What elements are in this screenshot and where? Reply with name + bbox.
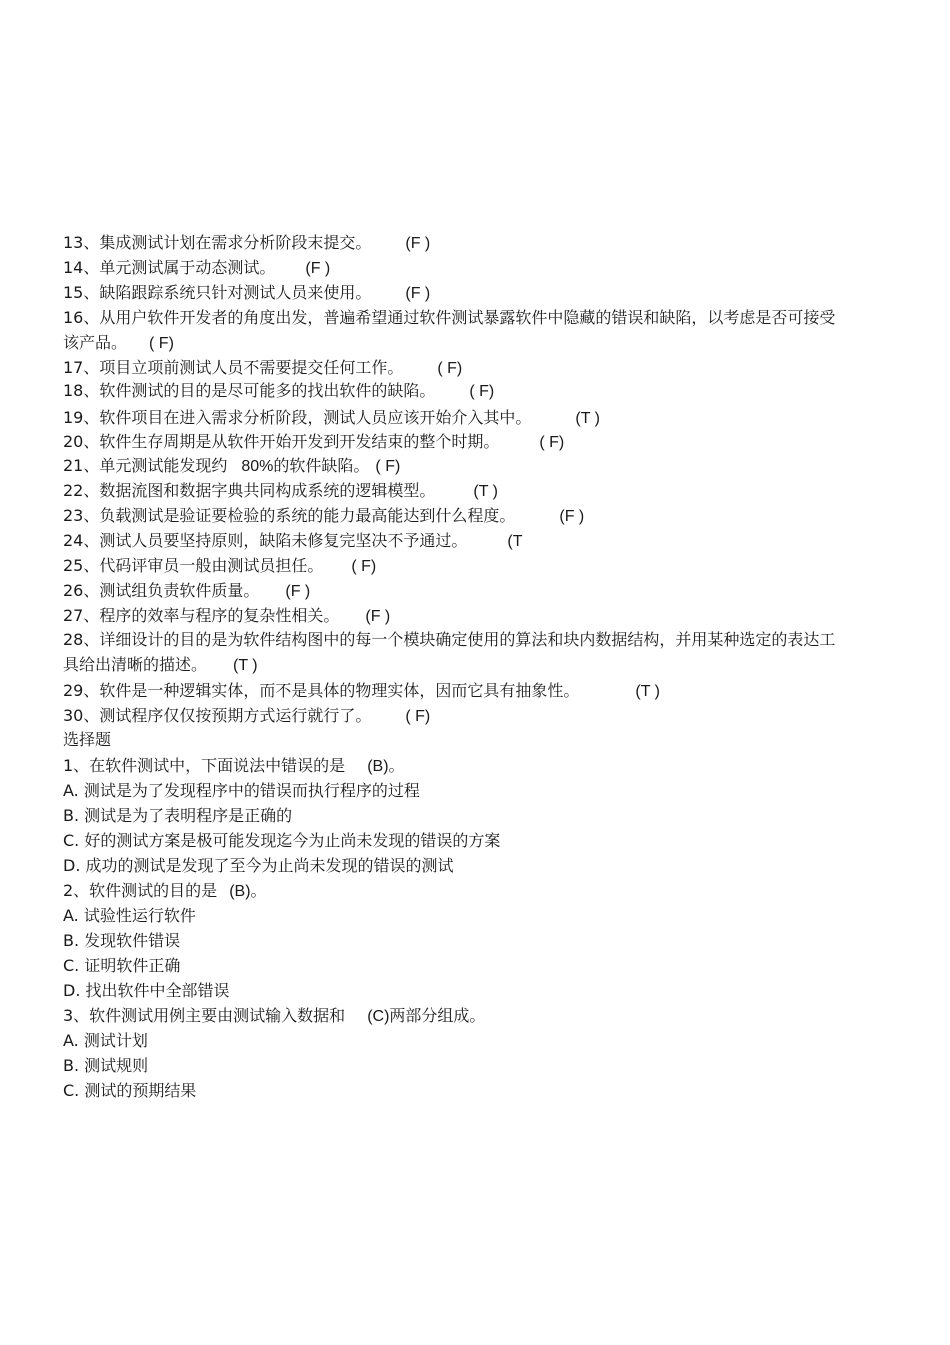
tf-item-14 — [63, 258, 330, 279]
tf-item-text: 13、集成测试计划在需求分析阶段末提交。 — [63, 233, 372, 252]
tf-item-15 — [63, 283, 430, 304]
tf-item-text: 21、单元测试能发现约 — [63, 456, 228, 475]
mc-question-answer: (C) — [367, 1008, 390, 1025]
mc-option: A. 测试计划 — [63, 1031, 148, 1050]
tf-item-percent: 80% — [241, 458, 274, 475]
tf-item-answer: (T — [507, 533, 523, 550]
tf-item-answer: (F ) — [405, 235, 431, 252]
tf-item-answer: (T ) — [575, 410, 600, 427]
tf-item-13 — [63, 233, 430, 254]
tf-item-text: 20、软件生存周期是从软件开始开发到开发结束的整个时期。 — [63, 432, 500, 451]
tf-item-answer: (T ) — [635, 683, 660, 700]
mc-question-3 — [63, 1006, 485, 1027]
mc-question-answer: (B)。 — [229, 883, 267, 900]
mc-question-1 — [63, 756, 405, 777]
tf-item-text-cont: 的软件缺陷。 — [273, 456, 370, 475]
mc-option: A. 试验性运行软件 — [63, 906, 196, 925]
tf-item-text: 18、软件测试的目的是尽可能多的找出软件的缺陷。 — [63, 381, 436, 400]
mc-question-tail: 两部分组成。 — [389, 1006, 486, 1025]
tf-item-answer: ( F) — [375, 458, 401, 475]
tf-item-19 — [63, 408, 600, 429]
tf-item-text: 14、单元测试属于动态测试。 — [63, 258, 276, 277]
tf-item-answer: (T ) — [233, 657, 258, 674]
tf-item-20 — [63, 432, 564, 453]
mc-question-stem: 2、软件测试的目的是 — [63, 881, 218, 900]
tf-item-answer: ( F) — [405, 708, 431, 725]
mc-option: D. 成功的测试是发现了至今为止尚未发现的错误的测试 — [63, 856, 454, 875]
mc-option: C. 证明软件正确 — [63, 956, 181, 975]
tf-item-text: 19、软件项目在进入需求分析阶段，测试人员应该开始介入其中。 — [63, 408, 532, 427]
tf-item-23 — [63, 506, 584, 527]
tf-item-text: 17、项目立项前测试人员不需要提交任何工作。 — [63, 358, 404, 377]
tf-item-answer: (T ) — [473, 483, 498, 500]
tf-item-answer: (F ) — [305, 260, 331, 277]
tf-item-text: 25、代码评审员一般由测试员担任。 — [63, 556, 324, 575]
tf-item-17 — [63, 358, 462, 379]
tf-item-27 — [63, 606, 390, 627]
section-title: 选择题 — [63, 730, 112, 749]
mc-option: A. 测试是为了发现程序中的错误而执行程序的过程 — [63, 781, 420, 800]
tf-item-text: 16、从用户软件开发者的角度出发，普遍希望通过软件测试暴露软件中隐藏的错误和缺陷，以考虑是否可接受该产品。 — [63, 308, 836, 352]
mc-option: B. 测试是为了表明程序是正确的 — [63, 806, 293, 825]
tf-item-21 — [63, 456, 400, 477]
tf-item-text: 27、程序的效率与程序的复杂性相关。 — [63, 606, 340, 625]
tf-item-29 — [63, 681, 660, 702]
tf-item-text: 15、缺陷跟踪系统只针对测试人员来使用。 — [63, 283, 372, 302]
mc-option: D. 找出软件中全部错误 — [63, 981, 230, 1000]
tf-item-answer: ( F) — [149, 335, 174, 352]
mc-option: B. 发现软件错误 — [63, 931, 181, 950]
tf-item-text: 26、测试组负责软件质量。 — [63, 581, 260, 600]
tf-item-answer: (F ) — [365, 608, 391, 625]
tf-item-30 — [63, 706, 430, 727]
mc-question-stem: 3、软件测试用例主要由测试输入数据和 — [63, 1006, 346, 1025]
tf-item-16 — [63, 305, 843, 356]
tf-item-answer: (F ) — [405, 285, 431, 302]
tf-item-text: 28、详细设计的目的是为软件结构图中的每一个模块确定使用的算法和块内数据结构，并用某种选定的表达工具给出清晰的描述。 — [63, 630, 836, 674]
tf-item-text: 24、测试人员要坚持原则，缺陷未修复完坚决不予通过。 — [63, 531, 468, 550]
tf-item-answer: (F ) — [285, 583, 311, 600]
mc-question-answer: (B)。 — [367, 758, 405, 775]
tf-item-answer: (F ) — [559, 508, 585, 525]
mc-question-stem: 1、在软件测试中，下面说法中错误的是 — [63, 756, 346, 775]
tf-item-answer: ( F) — [539, 434, 565, 451]
tf-item-text: 23、负载测试是验证要检验的系统的能力最高能达到什么程度。 — [63, 506, 516, 525]
tf-item-26 — [63, 581, 310, 602]
tf-item-18 — [63, 381, 494, 402]
mc-option: C. 测试的预期结果 — [63, 1081, 197, 1100]
tf-item-answer: ( F) — [437, 360, 463, 377]
mc-option: C. 好的测试方案是极可能发现迄今为止尚未发现的错误的方案 — [63, 831, 501, 850]
tf-item-text: 29、软件是一种逻辑实体，而不是具体的物理实体，因而它具有抽象性。 — [63, 681, 580, 700]
tf-item-text: 30、测试程序仅仅按预期方式运行就行了。 — [63, 706, 372, 725]
tf-item-25 — [63, 556, 376, 577]
mc-question-2 — [63, 881, 267, 902]
tf-item-22 — [63, 481, 498, 502]
tf-item-answer: ( F) — [469, 383, 495, 400]
tf-item-answer: ( F) — [351, 558, 377, 575]
mc-option: B. 测试规则 — [63, 1056, 149, 1075]
tf-item-text: 22、数据流图和数据字典共同构成系统的逻辑模型。 — [63, 481, 436, 500]
tf-item-24 — [63, 531, 522, 552]
tf-item-28 — [63, 627, 843, 678]
